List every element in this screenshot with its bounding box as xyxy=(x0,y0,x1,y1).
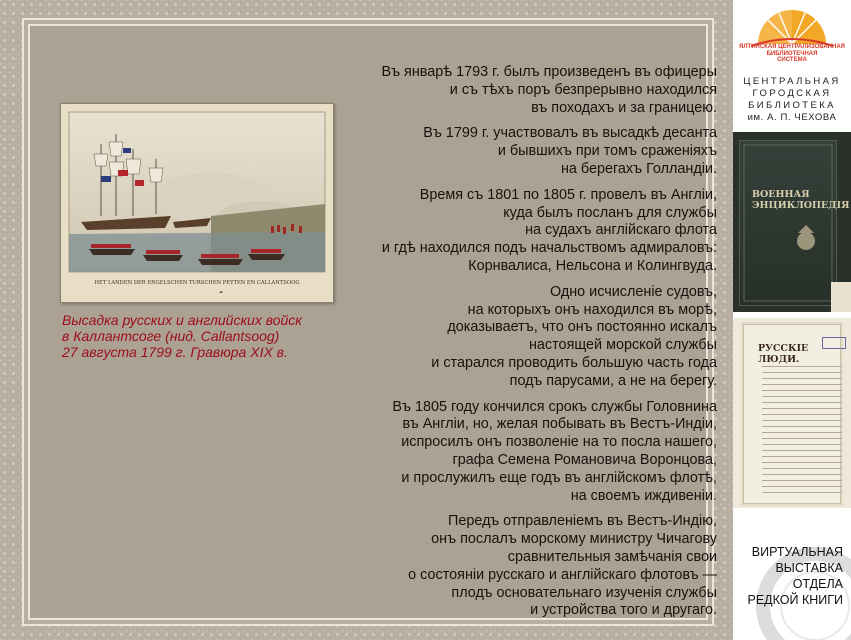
sidebar xyxy=(733,0,851,640)
exhibit-label-line: ВЫСТАВКА xyxy=(775,561,843,575)
text-line: подъ парусами, а не на берегу. xyxy=(509,372,717,389)
library-stamp xyxy=(831,282,851,312)
book-cover-panel xyxy=(739,140,850,306)
exhibit-label-block xyxy=(733,520,851,640)
text-line: въ Англіи, но, желая побывать въ Вестъ-Индіи, xyxy=(402,416,717,433)
library-name-line: им. А. П. ЧЕХОВА xyxy=(747,112,837,123)
exhibit-label-line: ОТДЕЛА xyxy=(792,577,843,591)
text-line: Передъ отправленіемъ въ Вестъ-Индію, xyxy=(448,513,717,530)
biography-text xyxy=(317,64,717,628)
book-title-line: ВОЕННАЯ xyxy=(752,189,810,200)
text-line: настоящей морской службы xyxy=(528,337,717,354)
paragraph xyxy=(317,187,717,276)
text-line: онъ послалъ морскому министру Чичагову xyxy=(431,531,717,548)
text-line: графа Семена Романовича Воронцова, xyxy=(452,451,717,468)
text-line: Въ 1799 г. участвовалъ въ высадкѣ десанта xyxy=(423,125,717,142)
text-line: Корнвалиса, Нельсона и Колингвуда. xyxy=(468,257,717,274)
engraving-inscription: HET LANDEN DER ENGELSCHEN TURSCHEN PEYTEN EN CALLANTSOOG xyxy=(94,280,300,286)
text-line: въ походахъ и за границею. xyxy=(531,99,717,116)
text-line: куда былъ посланъ для службы xyxy=(503,204,717,221)
logo-caption-line: СИСТЕМА xyxy=(777,57,807,63)
text-line: на берегахъ Голландіи. xyxy=(560,160,717,177)
caption-line: 27 августа 1799 г. Гравюра XIX в. xyxy=(62,344,288,360)
text-line: Время съ 1801 по 1805 г. провелъ въ Англіи, xyxy=(419,186,717,203)
book-title-page xyxy=(743,324,841,504)
logo-caption-line: ЯЛТИНСКАЯ ЦЕНТРАЛИЗОВАННАЯ xyxy=(739,44,845,50)
caption-line: Высадка русских и английских войск xyxy=(62,312,302,328)
text-line: Въ январѣ 1793 г. былъ произведенъ въ офицеры xyxy=(381,64,717,80)
text-line: Въ 1805 году кончился срокъ службы Головнина xyxy=(392,398,717,415)
text-line: и съ тѣхъ поръ безпрерывно находился xyxy=(449,81,717,98)
engraving-caption xyxy=(62,312,337,360)
text-line: и устройства того и другаго. xyxy=(530,602,717,619)
text-line: сравнительныя замѣчанія свои xyxy=(507,548,717,565)
book-cover-encyclopedia xyxy=(733,132,851,312)
text-line: испросилъ онъ позволеніе на то посла нашего, xyxy=(401,434,717,451)
text-line: на судахъ англійскаго флота xyxy=(525,222,717,239)
svg-text:✒: ✒ xyxy=(218,290,224,296)
text-line: на которыхъ онъ находился въ морѣ, xyxy=(467,301,717,318)
paragraph xyxy=(317,284,717,391)
exhibit-label-line: РЕДКОЙ КНИГИ xyxy=(747,593,843,607)
book-title-line: ЭНЦИКЛОПЕДІЯ xyxy=(752,200,850,211)
logo-caption-line: БИБЛИОТЕЧНАЯ xyxy=(766,50,818,57)
text-line: о состояніи русскаго и англійскаго флотовъ — xyxy=(408,566,717,583)
text-line: Одно исчисленіе судовъ, xyxy=(549,283,717,300)
paragraph xyxy=(317,399,717,506)
caption-line: в Каллантсоге (нид. Callantsoog) xyxy=(62,328,280,344)
text-line: и гдѣ находился подъ начальствомъ адмираловъ: xyxy=(381,240,717,257)
text-line: и бывшихъ при томъ сраженіяхъ xyxy=(497,143,717,160)
paragraph xyxy=(317,513,717,620)
title-page-lines xyxy=(762,361,842,498)
text-line: и прослужилъ еще годъ въ англійскомъ флотѣ, xyxy=(401,469,717,486)
library-name-line: БИБЛИОТЕКА xyxy=(748,100,836,111)
paragraph xyxy=(317,64,717,117)
book-title: РУССКІЕ ЛЮДИ. xyxy=(758,343,809,365)
text-line: и старался проводить большую часть года xyxy=(431,354,717,371)
engraving-image xyxy=(60,103,334,303)
text-line: на своемъ иждивеніи. xyxy=(570,487,717,504)
book-cover-russian-people xyxy=(733,318,851,508)
text-line: доказываетъ, что онъ постоянно искалъ xyxy=(447,319,717,336)
book-title xyxy=(752,189,850,211)
text-line: плодъ основательнаго изученія службы xyxy=(451,584,717,601)
exhibit-label xyxy=(747,544,843,608)
logo-caption xyxy=(737,44,847,64)
library-name-line: ГОРОДСКАЯ xyxy=(752,88,832,99)
exhibit-label-line: ВИРТУАЛЬНАЯ xyxy=(751,545,843,559)
library-name-line: ЦЕНТРАЛЬНАЯ xyxy=(743,76,841,87)
library-name xyxy=(735,76,849,124)
library-stamp xyxy=(822,337,846,349)
paragraph xyxy=(317,125,717,178)
